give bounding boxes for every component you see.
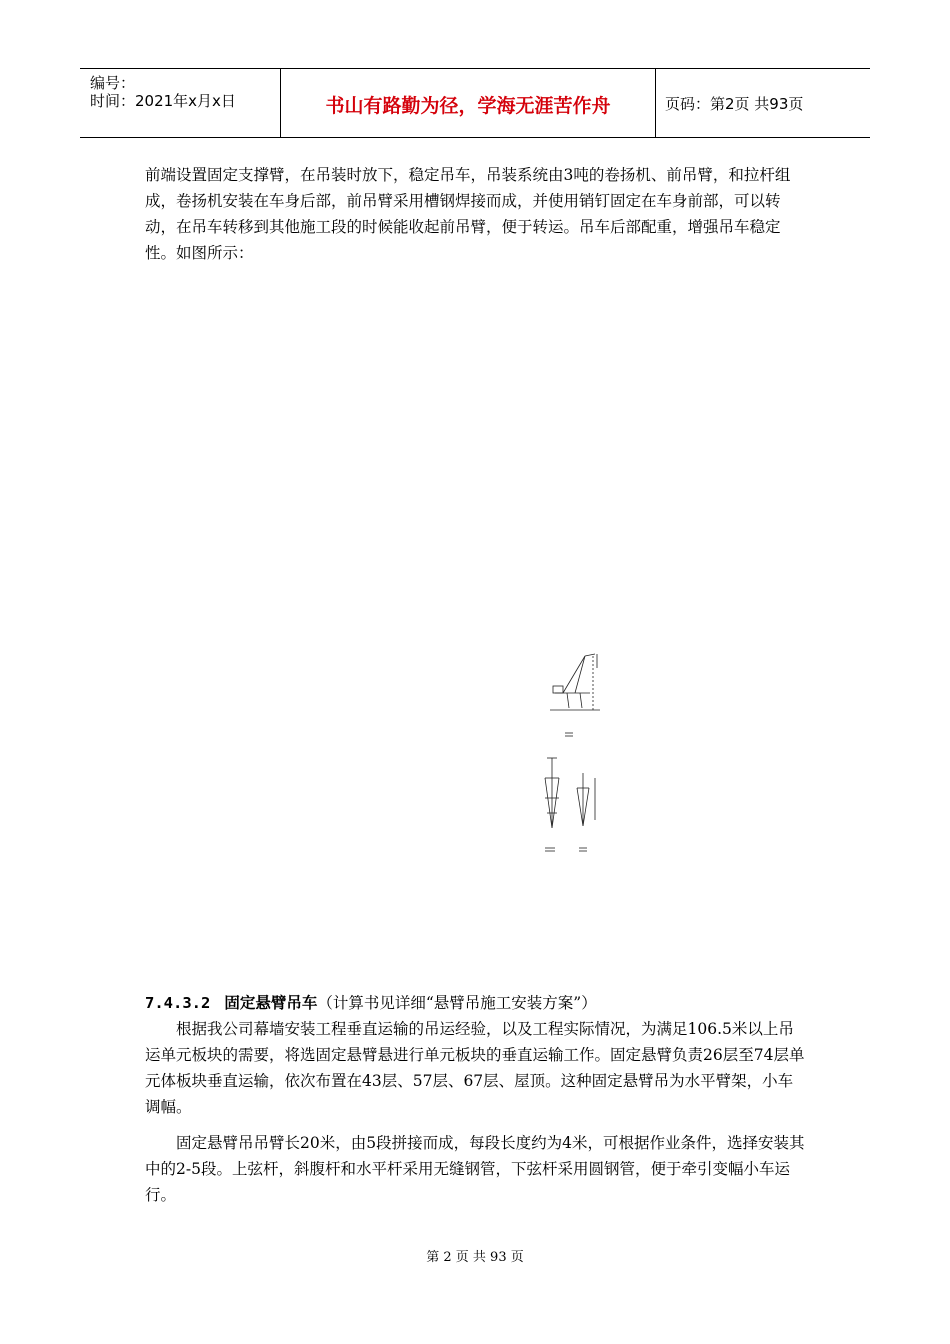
paragraph-boom-structure: 固定悬臂吊吊臂长20米，由5段拼接而成，每段长度约为4米，可根据作业条件，选择安装其中的2-5段。上弦杆，斜腹杆和水平杆采用无缝钢管，下弦杆采用圆钢管，便于牵引变幅小车运行。 [145, 1134, 805, 1204]
section-note: （计算书见详细“悬臂吊施工安装方案”） [317, 994, 597, 1012]
paragraph-crane-description: 前端设置固定支撑臂，在吊装时放下，稳定吊车，吊装系统由3吨的卷扬机、前吊臂，和拉杆组成，卷扬机安装在车身后部，前吊臂采用槽钢焊接而成，并使用销钉固定在车身前部，可以转动，在吊车转移到其他施工段的时候能收起前吊臂，便于转运。吊车后部配重，增强吊车稳定性。如图所示： [145, 166, 791, 262]
section-title: 固定悬臂吊车 [224, 994, 318, 1012]
date-label: 时间：2021年x月x日 [90, 92, 236, 110]
section-number: 7.4.3.2 [145, 994, 211, 1012]
crane-drawing-figure [525, 648, 615, 873]
doc-number-label: 编号： [90, 74, 136, 92]
paragraph-cantilever-crane: 根据我公司幕墙安装工程垂直运输的吊运经验，以及工程实际情况，为满足106.5米以上吊运单元板块的需要，将选固定悬臂悬进行单元板块的垂直运输工作。固定悬臂负责26层至74层单元体板块垂直运输，依次布置在43层、57层、67层、屋顶。这种固定悬臂吊为水平臂架，小车调幅。 [145, 1020, 805, 1116]
header-motto [280, 69, 656, 137]
header-page-info [655, 69, 870, 137]
header-meta [80, 69, 280, 137]
page-footer: 第 2 页 共 93 页 [426, 1250, 524, 1265]
page-header [80, 68, 870, 138]
page-info-text: 页码：第2页 共93页 [665, 95, 804, 113]
section-heading [145, 990, 805, 1016]
motto-text: 书山有路勤为径，学海无涯苦作舟 [325, 95, 611, 117]
